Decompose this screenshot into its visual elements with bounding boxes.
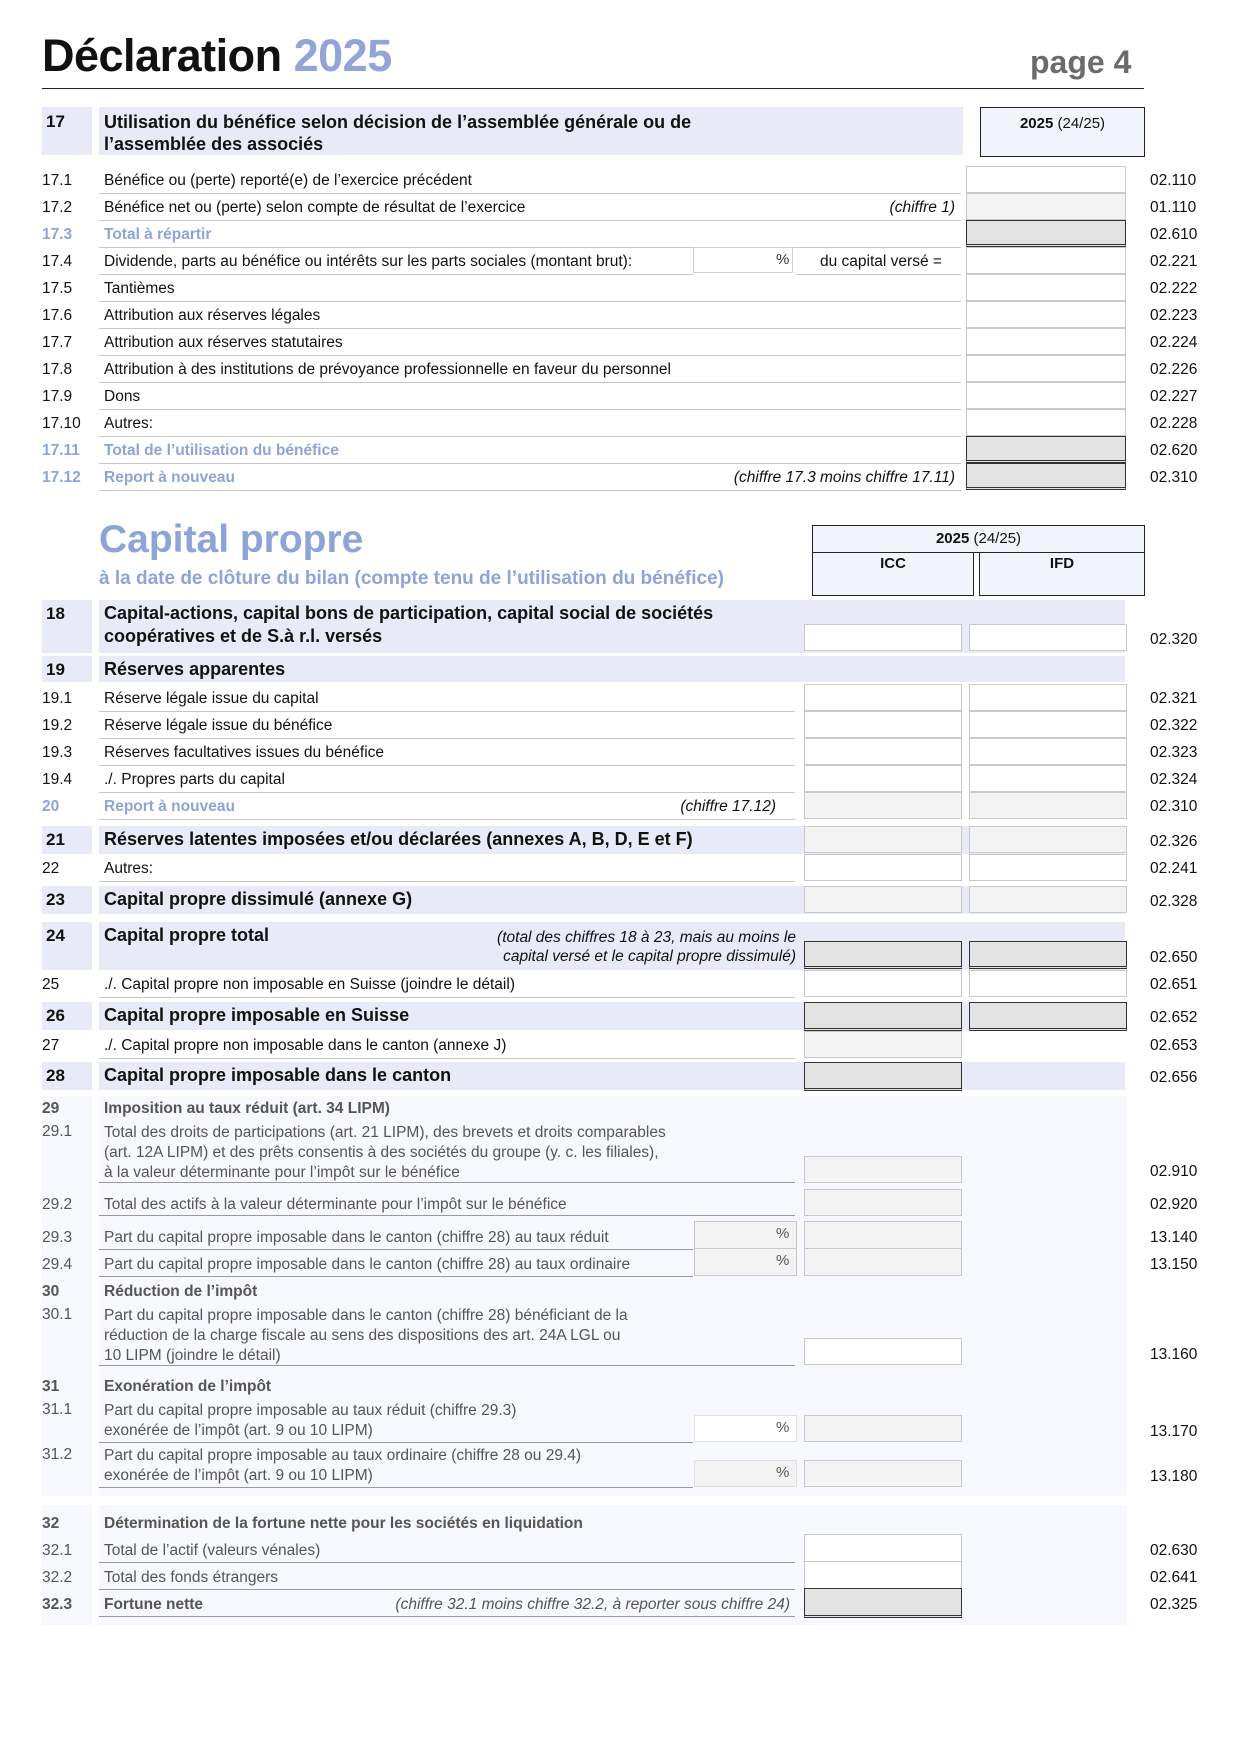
row-underline <box>99 738 795 739</box>
ifd-amount-input[interactable] <box>969 738 1127 765</box>
row-code: 02.320 <box>1150 631 1198 648</box>
section-title: Détermination de la fortune nette pour les sociétés en liquidation <box>104 1515 583 1532</box>
section-17-title: Utilisation du bénéfice selon décision de l’assemblée générale ou de l’assemblée des associés <box>104 112 692 154</box>
row-underline <box>99 1058 795 1059</box>
row-underline <box>99 490 961 491</box>
row-label-line: exonérée de l’impôt (art. 9 ou 10 LIPM) <box>104 1467 373 1484</box>
row-number: 27 <box>42 1037 60 1054</box>
row-label: ./. Capital propre non imposable en Suisse (joindre le détail) <box>104 976 515 993</box>
row-underline <box>99 1182 795 1183</box>
row-note: (chiffre 1) <box>889 199 955 216</box>
percent-sign: % <box>776 1464 790 1481</box>
row-label: Attribution à des institutions de prévoyance professionnelle en faveur du personnel <box>104 361 671 378</box>
icc-amount-input <box>804 826 962 853</box>
row-code: 02.620 <box>1150 442 1198 459</box>
row-label: Attribution aux réserves statutaires <box>104 334 343 351</box>
row-label-line: coopératives et de S.à r.l. versés <box>104 626 383 646</box>
amount-input[interactable] <box>966 274 1126 301</box>
column-header-2025: 2025 (24/25) <box>980 107 1145 157</box>
row-underline <box>99 711 795 712</box>
row-number: 19 <box>46 660 65 679</box>
amount-input[interactable] <box>966 247 1126 274</box>
row-underline <box>99 997 795 998</box>
row-label: Tantièmes <box>104 280 175 297</box>
row-number: 17.10 <box>42 415 81 432</box>
section-title: Imposition au taux réduit (art. 34 LIPM) <box>104 1100 390 1117</box>
row-label: Part du capital propre imposable dans le canton (chiffre 28) au taux réduit <box>104 1229 609 1246</box>
row-code: 02.324 <box>1150 771 1198 788</box>
row-underline <box>99 819 795 820</box>
row-label <box>104 1123 666 1183</box>
row-label: Capital propre imposable en Suisse <box>104 1005 410 1025</box>
row-label-line: exonérée de l’impôt (art. 9 ou 10 LIPM) <box>104 1422 373 1439</box>
row-code: 02.110 <box>1150 172 1197 189</box>
section-title: Réduction de l’impôt <box>104 1283 258 1300</box>
row-label: Report à nouveau <box>104 469 235 486</box>
amount-input <box>804 1221 962 1249</box>
ifd-amount-input[interactable] <box>969 970 1127 997</box>
amount-input[interactable] <box>966 355 1126 382</box>
row-label: Autres: <box>104 860 154 877</box>
icc-amount-input[interactable] <box>804 711 962 738</box>
row-label-line: réduction de la charge fiscale au sens des dispositions des art. 24A LGL ou <box>104 1327 621 1344</box>
row-code: 01.110 <box>1150 199 1197 216</box>
row-label-line: Part du capital propre imposable au taux réduit (chiffre 29.3) <box>104 1402 517 1419</box>
percent-sign: % <box>776 1419 790 1436</box>
row-code: 02.920 <box>1150 1196 1198 1213</box>
row-number: 32.2 <box>42 1569 73 1586</box>
row-number: 17.4 <box>42 253 73 270</box>
row-code: 02.221 <box>1150 253 1198 270</box>
row-number: 31.1 <box>42 1401 73 1418</box>
row-underline <box>99 382 961 383</box>
ifd-amount-input <box>969 792 1127 819</box>
row-number: 29.3 <box>42 1229 73 1246</box>
row-number: 18 <box>46 604 65 623</box>
row-label-line: (art. 12A LIPM) et des prêts consentis à des sociétés du groupe (y. c. les filiales), <box>104 1144 659 1161</box>
row-underline <box>99 1562 795 1563</box>
header-divider <box>42 88 1144 89</box>
row-code: 13.180 <box>1150 1468 1198 1485</box>
row-code: 02.328 <box>1150 893 1198 910</box>
row-code: 02.223 <box>1150 307 1198 324</box>
row-code: 02.656 <box>1150 1069 1198 1086</box>
ifd-amount-input[interactable] <box>969 624 1127 651</box>
row-underline <box>99 301 961 302</box>
row-underline <box>99 355 961 356</box>
row-code: 02.222 <box>1150 280 1198 297</box>
row-code: 13.150 <box>1150 1256 1198 1273</box>
ifd-amount-input <box>969 826 1127 853</box>
row-label: Total des actifs à la valeur déterminante pour l’impôt sur le bénéfice <box>104 1196 567 1213</box>
row-code: 02.630 <box>1150 1542 1198 1559</box>
row-label: Total de l’utilisation du bénéfice <box>104 442 339 459</box>
row-label: Part du capital propre imposable dans le canton (chiffre 28) au taux ordinaire <box>104 1256 631 1273</box>
title-year: 2025 <box>293 30 392 81</box>
row-label <box>104 602 713 648</box>
row-number: 20 <box>42 798 60 815</box>
row-label: Report à nouveau <box>104 798 235 815</box>
ifd-amount-input <box>969 1002 1127 1031</box>
row-underline <box>99 436 961 437</box>
row-number: 29.1 <box>42 1123 73 1140</box>
row-number: 29.4 <box>42 1256 73 1273</box>
row-code: 02.641 <box>1150 1569 1198 1586</box>
row-label: Dons <box>104 388 141 405</box>
row-code: 02.241 <box>1150 860 1198 877</box>
amount-input <box>804 1156 962 1183</box>
icc-amount-input[interactable] <box>804 765 962 792</box>
row-code: 13.160 <box>1150 1346 1198 1363</box>
icc-amount-input <box>804 1002 962 1031</box>
row-label: Total des fonds étrangers <box>104 1569 279 1586</box>
row-underline <box>99 328 961 329</box>
row-underline <box>99 765 795 766</box>
capital-propre-title: Capital propre <box>99 518 364 561</box>
row-number: 19.4 <box>42 771 73 788</box>
row-label <box>104 1306 628 1366</box>
row-code: 02.226 <box>1150 361 1198 378</box>
row-label: Total à répartir <box>104 226 212 243</box>
row-label: Capital propre total <box>104 925 270 945</box>
amount-input <box>804 1415 962 1442</box>
icc-amount-input[interactable] <box>804 738 962 765</box>
amount-input[interactable] <box>966 409 1126 436</box>
row-underline <box>99 1249 693 1250</box>
row-note: (chiffre 17.3 moins chiffre 17.11) <box>733 469 955 486</box>
page-title: Déclaration 2025 <box>42 30 392 81</box>
row-underline <box>99 1616 795 1617</box>
row-label: Bénéfice ou (perte) reporté(e) de l’exercice précédent <box>104 172 472 189</box>
section-number: 29 <box>42 1100 60 1117</box>
row-label: ./. Propres parts du capital <box>104 771 285 788</box>
amount-input <box>804 1248 962 1276</box>
amount-input <box>966 463 1126 490</box>
amount-input[interactable] <box>966 328 1126 355</box>
row-note-line: (total des chiffres 18 à 23, mais au moins le <box>497 929 796 946</box>
row-number: 28 <box>46 1066 65 1085</box>
amount-input <box>966 436 1126 463</box>
capital-propre-subtitle: à la date de clôture du bilan (compte tenu de l’utilisation du bénéfice) <box>99 568 724 589</box>
row-code: 02.652 <box>1150 1009 1198 1026</box>
row-label-line: Capital-actions, capital bons de participation, capital social de sociétés <box>104 603 714 623</box>
row-note <box>497 928 796 966</box>
amount-input[interactable] <box>804 1534 962 1562</box>
icc-amount-input <box>804 886 962 913</box>
row-number: 17.8 <box>42 361 73 378</box>
row-code: 02.650 <box>1150 949 1198 966</box>
icc-amount-input[interactable] <box>804 684 962 711</box>
row-underline <box>99 1487 693 1488</box>
row-underline <box>99 792 795 793</box>
row-number: 17.7 <box>42 334 73 351</box>
column-header-ifd: IFD <box>979 552 1145 596</box>
row-underline <box>99 193 961 194</box>
row-code: 02.910 <box>1150 1163 1198 1180</box>
ifd-amount-input[interactable] <box>969 854 1127 881</box>
row-label-line: Part du capital propre imposable au taux ordinaire (chiffre 28 ou 29.4) <box>104 1447 582 1464</box>
row-label: Réserve légale issue du bénéfice <box>104 717 333 734</box>
row-underline <box>99 463 961 464</box>
row-underline <box>99 220 961 221</box>
row-number: 29.2 <box>42 1196 73 1213</box>
row-number: 26 <box>46 1006 65 1025</box>
ifd-amount-input <box>969 941 1127 969</box>
row-code: 02.653 <box>1150 1037 1198 1054</box>
icc-amount-input <box>804 941 962 969</box>
row-label: Autres: <box>104 415 154 432</box>
row-code: 02.610 <box>1150 226 1198 243</box>
ifd-amount-input[interactable] <box>969 684 1127 711</box>
row-code: 02.651 <box>1150 976 1198 993</box>
row-code: 02.310 <box>1150 469 1198 486</box>
percent-sign: % <box>776 1252 790 1269</box>
row-label: Total de l’actif (valeurs vénales) <box>104 1542 321 1559</box>
row-label: Fortune nette <box>104 1596 204 1613</box>
percent-sign: % <box>776 1225 790 1242</box>
row-number: 24 <box>46 926 65 945</box>
icc-amount-input[interactable] <box>804 970 962 997</box>
row-code: 02.310 <box>1150 798 1198 815</box>
row-number: 31.2 <box>42 1446 73 1463</box>
row-underline <box>99 1589 795 1590</box>
row-note-line: capital versé et le capital propre dissimulé) <box>503 948 796 965</box>
row-label: Capital propre dissimulé (annexe G) <box>104 889 413 909</box>
row-underline <box>99 247 961 248</box>
icc-amount-input <box>804 1031 962 1058</box>
column-header-icc: ICC <box>812 552 974 596</box>
ifd-amount-input <box>969 886 1127 913</box>
amount-input <box>966 220 1126 247</box>
row-label: Capital propre imposable dans le canton <box>104 1065 452 1085</box>
row-label: Réserves latentes imposées et/ou déclarées (annexes A, B, D, E et F) <box>104 829 693 849</box>
row-label-line: 10 LIPM (joindre le détail) <box>104 1347 281 1364</box>
column-header-2025: 2025 (24/25) <box>812 525 1145 553</box>
row-label: Réserves facultatives issues du bénéfice <box>104 744 385 761</box>
row-underline <box>99 1365 795 1366</box>
section-number: 31 <box>42 1378 60 1395</box>
row-label: Réserves apparentes <box>104 659 286 679</box>
row-code: 02.227 <box>1150 388 1198 405</box>
amount-input[interactable] <box>966 301 1126 328</box>
row-number: 19.1 <box>42 690 73 707</box>
amount-input <box>966 193 1126 220</box>
row-label-line: à la valeur déterminante pour l’impôt sur le bénéfice <box>104 1164 460 1181</box>
section-number: 32 <box>42 1515 60 1532</box>
row-underline <box>797 274 961 275</box>
row-underline <box>99 1276 693 1277</box>
row-underline <box>99 881 795 882</box>
row-code: 02.322 <box>1150 717 1198 734</box>
section-number: 30 <box>42 1283 60 1300</box>
row-code: 02.228 <box>1150 415 1198 432</box>
row-code: 13.140 <box>1150 1229 1198 1246</box>
row-label: ./. Capital propre non imposable dans le canton (annexe J) <box>104 1037 507 1054</box>
row-number: 25 <box>42 976 60 993</box>
icc-amount-input[interactable] <box>804 854 962 881</box>
row-number: 23 <box>46 890 65 909</box>
amount-input <box>804 1189 962 1216</box>
row-number: 19.2 <box>42 717 73 734</box>
row-number: 17.2 <box>42 199 73 216</box>
row-label: Attribution aux réserves légales <box>104 307 321 324</box>
ifd-amount-input[interactable] <box>969 765 1127 792</box>
row-number: 21 <box>46 830 65 849</box>
row-code: 02.325 <box>1150 1596 1198 1613</box>
percent-sign: % <box>776 251 790 268</box>
row-number: 22 <box>42 860 60 877</box>
row-note: (chiffre 17.12) <box>680 798 776 815</box>
row-label <box>104 1401 516 1441</box>
row-code: 02.224 <box>1150 334 1198 351</box>
icc-amount-input[interactable] <box>804 624 962 651</box>
row-number: 17.12 <box>42 469 81 486</box>
amount-input[interactable] <box>804 1561 962 1589</box>
row-number: 30.1 <box>42 1306 73 1323</box>
row-underline <box>99 274 693 275</box>
section-title: Exonération de l’impôt <box>104 1378 272 1395</box>
row-underline <box>99 1215 795 1216</box>
row-label-line: Part du capital propre imposable dans le canton (chiffre 28) bénéficiant de la <box>104 1307 628 1324</box>
row-label-line: Total des droits de participations (art. 21 LIPM), des brevets et droits comparables <box>104 1124 666 1141</box>
row-number: 32.1 <box>42 1542 73 1559</box>
amount-input <box>804 1460 962 1487</box>
row-number: 17.6 <box>42 307 73 324</box>
ifd-amount-input[interactable] <box>969 711 1127 738</box>
row-label: Réserve légale issue du capital <box>104 690 319 707</box>
row-code: 02.321 <box>1150 690 1198 707</box>
row-number: 19.3 <box>42 744 73 761</box>
row-number: 17.1 <box>42 172 73 189</box>
row-code: 02.323 <box>1150 744 1198 761</box>
amount-input <box>804 1588 962 1618</box>
row-number: 17.3 <box>42 226 73 243</box>
row-label: Bénéfice net ou (perte) selon compte de résultat de l’exercice <box>104 199 526 216</box>
row-note: (chiffre 32.1 moins chiffre 32.2, à reporter sous chiffre 24) <box>395 1596 790 1613</box>
row-note: du capital versé = <box>820 253 942 270</box>
row-number: 17.9 <box>42 388 73 405</box>
row-code: 13.170 <box>1150 1423 1198 1440</box>
row-number: 32.3 <box>42 1596 73 1613</box>
row-underline <box>99 409 961 410</box>
icc-amount-input <box>804 1062 962 1091</box>
row-number: 17.11 <box>42 442 80 459</box>
section-17-number: 17 <box>46 112 65 131</box>
icc-amount-input <box>804 792 962 819</box>
amount-input[interactable] <box>966 166 1126 193</box>
row-underline <box>99 1442 693 1443</box>
row-number: 17.5 <box>42 280 73 297</box>
row-label <box>104 1446 581 1486</box>
amount-input[interactable] <box>804 1338 962 1365</box>
row-label: Dividende, parts au bénéfice ou intérêts sur les parts sociales (montant brut): <box>104 253 633 270</box>
page-number: page 4 <box>1030 44 1132 80</box>
amount-input[interactable] <box>966 382 1126 409</box>
row-code: 02.326 <box>1150 833 1198 850</box>
